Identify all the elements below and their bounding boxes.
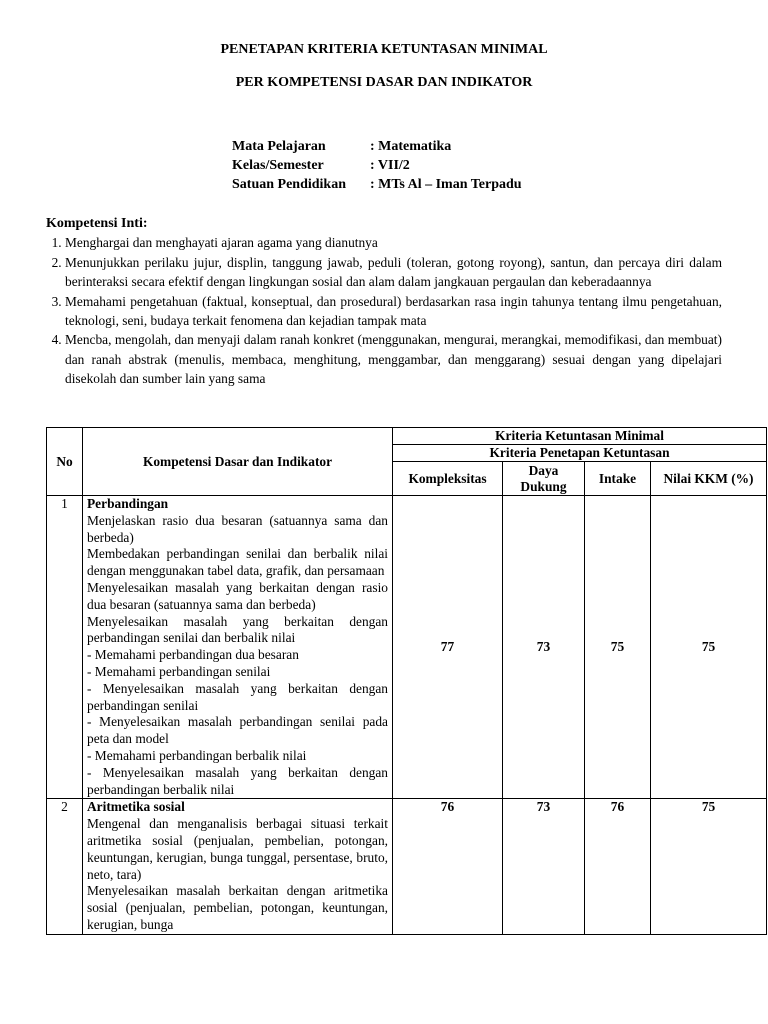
header-complexity: Kompleksitas [393, 462, 503, 496]
header-kkm: Kriteria Ketuntasan Minimal [393, 428, 767, 445]
competency-line: Menyelesaikan masalah yang berkaitan dengan rasio dua besaran (satuannya sama dan berbeda) [87, 579, 388, 612]
core-competencies [46, 214, 722, 389]
info-label: Kelas/Semester [232, 158, 324, 173]
competency-line: Menyelesaikan masalah yang berkaitan dengan perbandingan senilai dan berbalik nilai [87, 613, 388, 646]
row-number: 2 [47, 799, 83, 934]
competency-title: Perbandingan [87, 496, 169, 511]
header-intake: Intake [585, 462, 651, 496]
info-value: : Matematika [370, 139, 452, 154]
support-value: 73 [503, 799, 585, 934]
subject-info [232, 137, 522, 194]
info-row-class [232, 156, 522, 175]
info-label: Mata Pelajaran [232, 139, 326, 154]
competency-cell [83, 799, 393, 934]
info-label: Satuan Pendidikan [232, 177, 346, 192]
complexity-value: 76 [393, 799, 503, 934]
kkm-table [46, 427, 767, 935]
competency-line: Membedakan perbandingan senilai dan berbalik nilai dengan menggunakan tabel data, grafik, dan persamaan [87, 546, 388, 579]
table-row [47, 496, 767, 799]
header-kd: Kompetensi Dasar dan Indikator [83, 428, 393, 496]
core-competencies-list [46, 233, 722, 388]
info-row-school [232, 175, 522, 194]
header-kpk: Kriteria Penetapan Ketuntasan [393, 445, 767, 462]
info-row-subject [232, 137, 522, 156]
list-item: 1. Menghargai dan menghayati ajaran agama yang dianutnya [65, 233, 722, 252]
competency-line: Mengenal dan menganalisis berbagai situasi terkait aritmetika sosial (penjualan, pembelian, potongan, keuntungan, kerugian, bunga tunggal, persentase, bruto, neto, tara) [87, 816, 388, 882]
support-value: 73 [503, 496, 585, 799]
intake-value: 76 [585, 799, 651, 934]
document-subtitle: PER KOMPETENSI DASAR DAN INDIKATOR [235, 75, 533, 90]
kkm-value: 75 [651, 496, 767, 799]
indicator-line: - Menyelesaikan masalah yang berkaitan dengan perbandingan senilai [87, 680, 388, 713]
competency-cell [83, 496, 393, 799]
info-value: : MTs Al – Iman Terpadu [370, 177, 522, 192]
intake-value: 75 [585, 496, 651, 799]
core-competencies-heading: Kompetensi Inti: [46, 216, 148, 231]
header-no: No [47, 428, 83, 496]
info-value: : VII/2 [370, 158, 410, 173]
competency-line: Menyelesaikan masalah berkaitan dengan aritmetika sosial (penjualan, pembelian, potongan, keuntungan, kerugian, bunga [87, 883, 388, 932]
indicator-line: - Memahami perbandingan dua besaran [87, 647, 299, 663]
list-item: 2. Menunjukkan perilaku jujur, displin, tanggung jawab, peduli (toleran, gotong royong), santun, dan percaya diri dalam berinteraksi secara efektif dengan lingkungan sosial dan alam dalam jangkauan pergaulan dan keberadaannya [65, 253, 722, 292]
competency-line: Menjelaskan rasio dua besaran (satuannya sama dan berbeda) [87, 512, 388, 545]
kkm-value: 75 [651, 799, 767, 934]
indicator-line: - Menyelesaikan masalah yang berkaitan dengan perbandingan berbalik nilai [87, 764, 388, 797]
list-item: 4. Mencba, mengolah, dan menyaji dalam ranah konkret (menggunakan, mengurai, merangkai, memodifikasi, dan membuat) dan ranah abstrak (menulis, membaca, menghitung, menggambar, dan menggarang) sesuai dengan yang dipelajari disekolah dan sumber lain yang sama [65, 330, 722, 388]
table-row [47, 799, 767, 934]
list-item: 3. Memahami pengetahuan (faktual, konseptual, dan prosedural) berdasarkan rasa ingin tahunya tentang ilmu pengetahuan, teknologi, seni, budaya terkait fenomena dan kejadian tampak mata [65, 292, 722, 331]
header-kkm-value: Nilai KKM (%) [651, 462, 767, 496]
row-number: 1 [47, 496, 83, 799]
document-title: PENETAPAN KRITERIA KETUNTASAN MINIMAL [220, 42, 548, 57]
indicator-line: - Memahami perbandingan berbalik nilai [87, 747, 307, 763]
header-support: Daya Dukung [503, 462, 585, 496]
indicator-line: - Menyelesaikan masalah perbandingan senilai pada peta dan model [87, 714, 388, 747]
indicator-line: - Memahami perbandingan senilai [87, 663, 271, 679]
complexity-value: 77 [393, 496, 503, 799]
competency-title: Aritmetika sosial [87, 799, 185, 815]
